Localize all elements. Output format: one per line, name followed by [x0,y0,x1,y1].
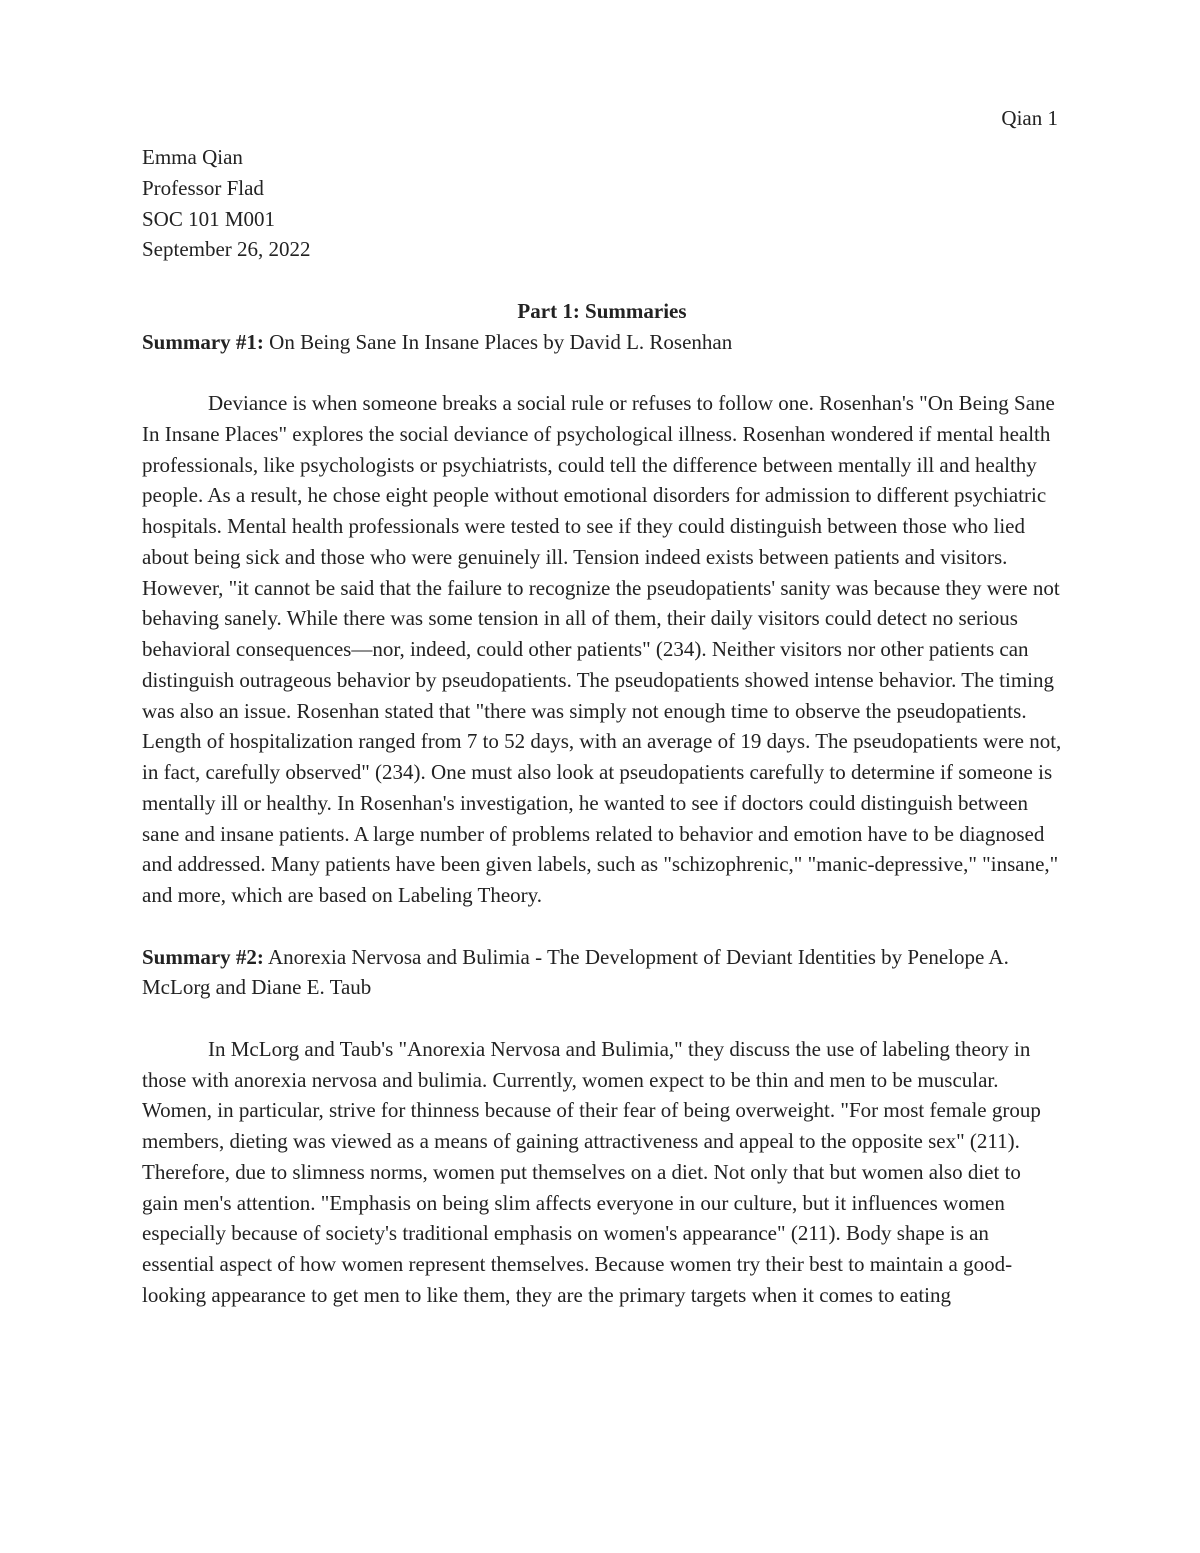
spacer [142,1003,1062,1034]
mla-heading [142,142,1062,265]
course-code: SOC 101 M001 [142,206,276,231]
summary-1-body: Deviance is when someone breaks a social rule or refuses to follow one. Rosenhan's "On Being Sane In Insane Places" explores the social deviance of psychological illness. Rosenhan wondered if mental health professionals, like psychologists or psychiatrists, could tell the difference between mentally ill and healthy people. As a result, he chose eight people without emotional disorders for admission to different psychiatric hospitals. Mental health professionals were tested to see if they could distinguish between those who lied about being sick and those who were genuinely ill. Tension indeed exists between patients and visitors. However, "it cannot be said that the failure to recognize the pseudopatients' sanity was because they were not behaving sanely. While there was some tension in all of them, their daily visitors could detect no serious behavioral consequences—nor, indeed, could other patients" (234). Neither visitors nor other patients can distinguish outrageous behavior by pseudopatients. The pseudopatients showed intense behavior. The timing was also an issue. Rosenhan stated that "there was simply not enough time to observe the pseudopatients. Length of hospitalization ranged from 7 to 52 days, with an average of 19 days. The pseudopatients were not, in fact, carefully observed" (234). One must also look at pseudopatients carefully to determine if someone is mentally ill or healthy. In Rosenhan's investigation, he wanted to see if doctors could distinguish between sane and insane patients. A large number of problems related to behavior and emotion have to be diagnosed and addressed. Many patients have been given labels, such as "schizophrenic," "manic-depressive," "insane," and more, which are based on Labeling Theory. [142,391,1062,907]
summary-2-heading [142,942,1062,1004]
section-title: Part 1: Summaries [517,298,687,323]
author-name: Emma Qian [142,145,243,169]
summary-1-title: On Being Sane In Insane Places by David L. Rosenhan [263,329,733,354]
summary-2-title: Anorexia Nervosa and Bulimia - The Development of Deviant Identities by Penelope A. McLorg and Diane E. Taub [142,944,1009,1000]
document-content [142,142,1062,1311]
running-head: Qian 1 [1001,106,1058,130]
summary-2-label: Summary #2: [142,944,264,969]
spacer [142,265,1062,296]
summary-1-heading [142,327,1062,358]
summary-1-label: Summary #1: [142,329,264,354]
summary-2-body: In McLorg and Taub's "Anorexia Nervosa and Bulimia," they discuss the use of labeling theory in those with anorexia nervosa and bulimia. Currently, women expect to be thin and men to be muscular. Women, in particular, strive for thinness because of their fear of being overweight. "For most female group members, dieting was viewed as a means of gaining attractiveness and appeal to the opposite sex" (211). Therefore, due to slimness norms, women put themselves on a diet. Not only that but women also diet to gain men's attention. "Emphasis on being slim affects everyone in our culture, but it influences women especially because of society's traditional emphasis on women's appearance" (211). Body shape is an essential aspect of how women represent themselves. Because women try their best to maintain a good-looking appearance to get men to like them, they are the primary targets when it comes to eating [142,1036,1041,1307]
spacer [142,357,1062,388]
document-date: September 26, 2022 [142,237,311,262]
professor-name: Professor Flad [142,175,264,200]
spacer [142,911,1062,942]
